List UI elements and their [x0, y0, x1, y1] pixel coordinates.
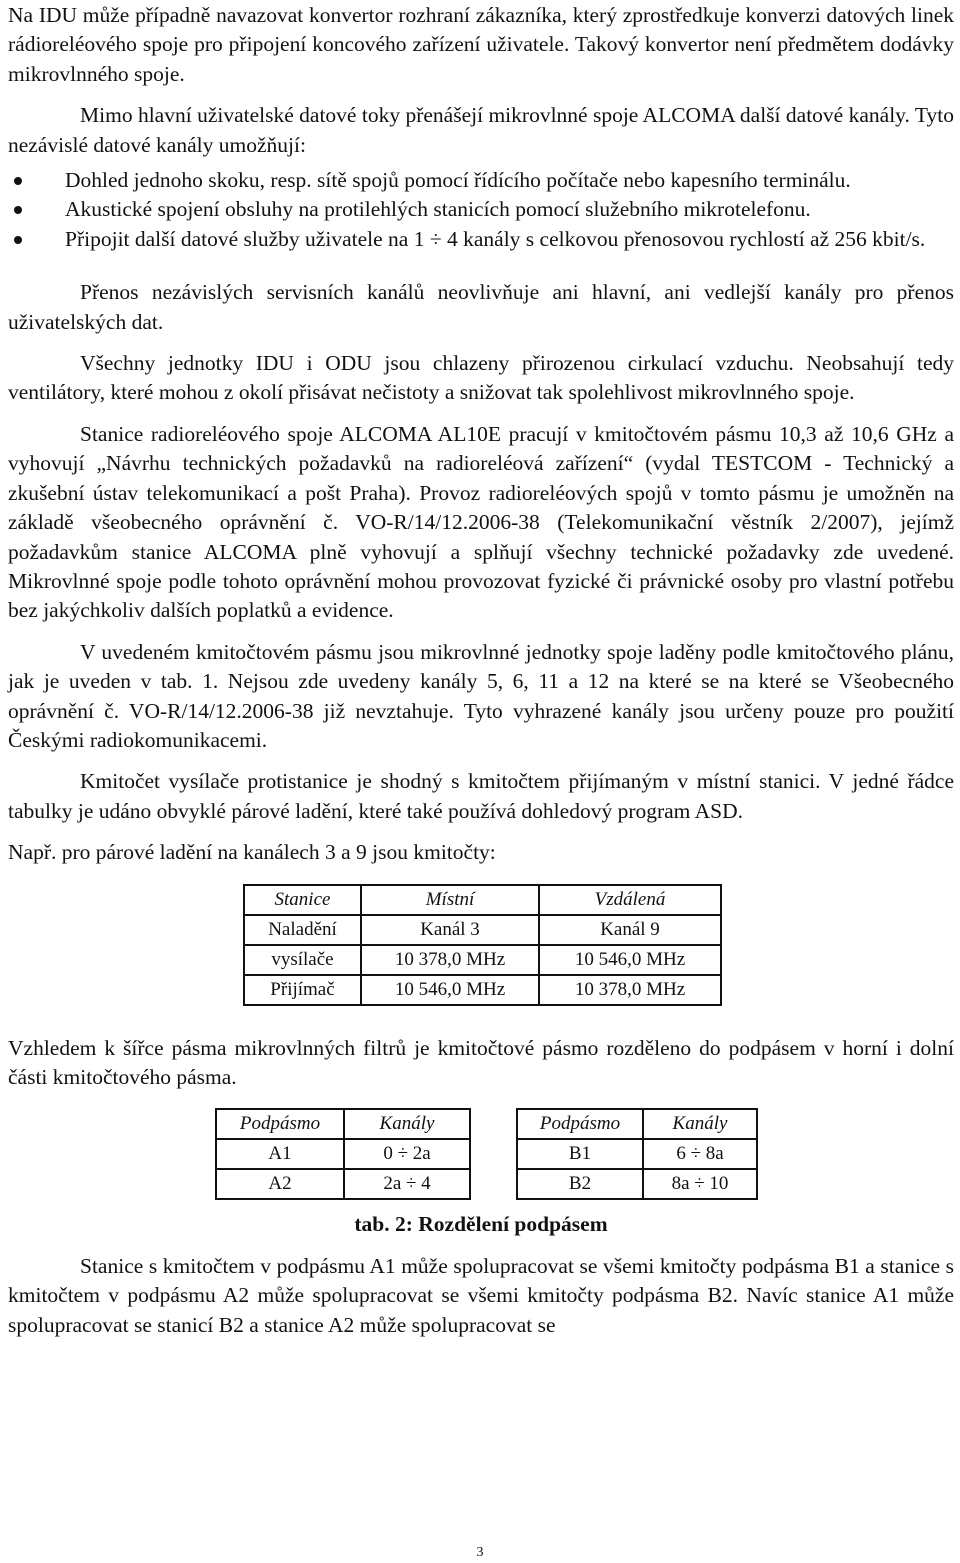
paragraph-example: Např. pro párové ladění na kanálech 3 a 9 jsou kmitočty: — [8, 840, 496, 865]
table-header-row — [244, 885, 721, 915]
header-cell: Podpásmo — [517, 1109, 643, 1139]
paragraph-frequency-band: Stanice radioreléového spoje ALCOMA AL10E pracují v kmitočtovém pásmu 10,3 až 10,6 GHz a vyhovují „Návrhu technických požadavků na radioreléová zařízení“ (vydal TESTCOM - Technický a zkušební ústav telekomunikací a pošt Praha). Provoz radioreléových spojů v tomto pásmu je umožněn na základě všeobecného oprávnění č. VO-R/14/12.2006-38 (Telekomunikační věstník 2/2007), jejímž požadavkům stanice ALCOMA plně vyhovují a splňují všechny technické požadavky zde uvedené. Mikrovlnné spoje podle tohoto oprávnění mohou provozovat fyzické či právnické osoby pro vlastní potřebu bez jakýchkoliv dalších poplatků a evidence. — [8, 421, 954, 623]
document-page — [8, 0, 954, 1340]
table-cell: Kanál 9 — [539, 915, 721, 945]
table-row — [244, 915, 721, 945]
header-cell: Kanály — [344, 1109, 470, 1139]
paragraph-intro-1: Na IDU může případně navazovat konvertor rozhraní zákazníka, který zprostředkuje konverzi datových linek rádioreléového spoje pro připojení koncového zařízení uživatele. Takový konvertor není předmětem dodávky mikrovlnného spoje. — [8, 3, 954, 86]
table-cell: A2 — [216, 1169, 344, 1199]
list-item — [8, 166, 954, 195]
table-cell: B2 — [517, 1169, 643, 1199]
table-row — [244, 945, 721, 975]
table-cell: 6 ÷ 8a — [643, 1139, 757, 1169]
table-cell: 10 378,0 MHz — [361, 945, 539, 975]
table-row — [216, 1139, 757, 1169]
table-cell: B1 — [517, 1139, 643, 1169]
table-cell: 0 ÷ 2a — [344, 1139, 470, 1169]
paragraph-subbands: Vzhledem k šířce pásma mikrovlnných filtrů je kmitočtové pásmo rozděleno do podpásem v horní i dolní části kmitočtového pásma. — [8, 1035, 954, 1089]
paragraph-cooperation: Stanice s kmitočtem v podpásmu A1 může spolupracovat se všemi kmitočty podpásma B1 a stanice s kmitočtem v podpásmu A2 může spolupracovat se všemi kmitočty podpásma B2. Navíc stanice A1 může spolupracovat se stanicí B2 a stanice A2 může spolupracovat se — [8, 1253, 954, 1337]
table-cell: Naladění — [244, 915, 361, 945]
paragraph-service-channels: Přenos nezávislých servisních kanálů neovlivňuje ani hlavní, ani vedlejší kanály pro přenos uživatelských dat. — [8, 280, 954, 334]
table-caption: tab. 2: Rozdělení podpásem — [354, 1212, 608, 1237]
list-item-text: Akustické spojení obsluhy na protilehlých stanicích pomocí služebního mikrotelefonu. — [65, 197, 811, 222]
bullet-icon — [14, 236, 22, 244]
header-cell: Místní — [361, 885, 539, 915]
table-row — [216, 1169, 757, 1199]
table-cell: 2a ÷ 4 — [344, 1169, 470, 1199]
table-cell: 10 546,0 MHz — [539, 945, 721, 975]
list-item — [8, 225, 954, 254]
table-spacer — [470, 1109, 517, 1139]
bullet-icon — [14, 206, 22, 214]
table-cell: 10 546,0 MHz — [361, 975, 539, 1005]
header-cell: Vzdálená — [539, 885, 721, 915]
table-cell: Kanál 3 — [361, 915, 539, 945]
header-cell: Stanice — [244, 885, 361, 915]
paragraph-channel-plan: V uvedeném kmitočtovém pásmu jsou mikrovlnné jednotky spoje laděny podle kmitočtového plánu, jak je uveden v tab. 1. Nejsou zde uvedeny kanály 5, 6, 11 a 12 na které se na které se Všeobecného oprávnění č. VO-R/14/12.2006-38 již nevztahuje. Tyto vyhrazené kanály jsou určeny pouze pro použití Českými radiokomunikacemi. — [8, 639, 954, 752]
paragraph-intro-2: Mimo hlavní uživatelské datové toky přenášejí mikrovlnné spoje ALCOMA další datové kanály. Tyto nezávislé datové kanály umožňují: — [8, 103, 954, 157]
table-spacer — [470, 1139, 517, 1169]
paragraph-cooling: Všechny jednotky IDU i ODU jsou chlazeny přirozenou cirkulací vzduchu. Neobsahují tedy ventilátory, které mohou z okolí přisávat nečistoty a snižovat tak spolehlivost mikrovlnného spoje. — [8, 351, 954, 405]
table-header-row — [216, 1109, 757, 1139]
header-cell: Podpásmo — [216, 1109, 344, 1139]
bullet-icon — [14, 177, 22, 185]
channel-list — [8, 166, 954, 254]
paragraph-pair-tuning: Kmitočet vysílače protistanice je shodný s kmitočtem přijímaným v místní stanici. V jedné řádce tabulky je udáno obvyklé párové ladění, které také používá dohledový program ASD. — [8, 769, 954, 823]
table-spacer — [470, 1169, 517, 1199]
list-item-text: Dohled jednoho skoku, resp. sítě spojů pomocí řídícího počítače nebo kapesního terminálu. — [65, 168, 851, 193]
table-row — [244, 975, 721, 1005]
table-cell: 10 378,0 MHz — [539, 975, 721, 1005]
page-number: 3 — [476, 1545, 484, 1560]
table-cell: 8a ÷ 10 — [643, 1169, 757, 1199]
table-cell: Přijímač — [244, 975, 361, 1005]
subband-table — [215, 1108, 758, 1200]
list-item-text: Připojit další datové služby uživatele na 1 ÷ 4 kanály s celkovou přenosovou rychlostí až 256 kbit/s. — [65, 226, 926, 251]
list-item — [8, 195, 954, 224]
tuning-table — [243, 884, 722, 1006]
header-cell: Kanály — [643, 1109, 757, 1139]
table-cell: vysílače — [244, 945, 361, 975]
table-cell: A1 — [216, 1139, 344, 1169]
